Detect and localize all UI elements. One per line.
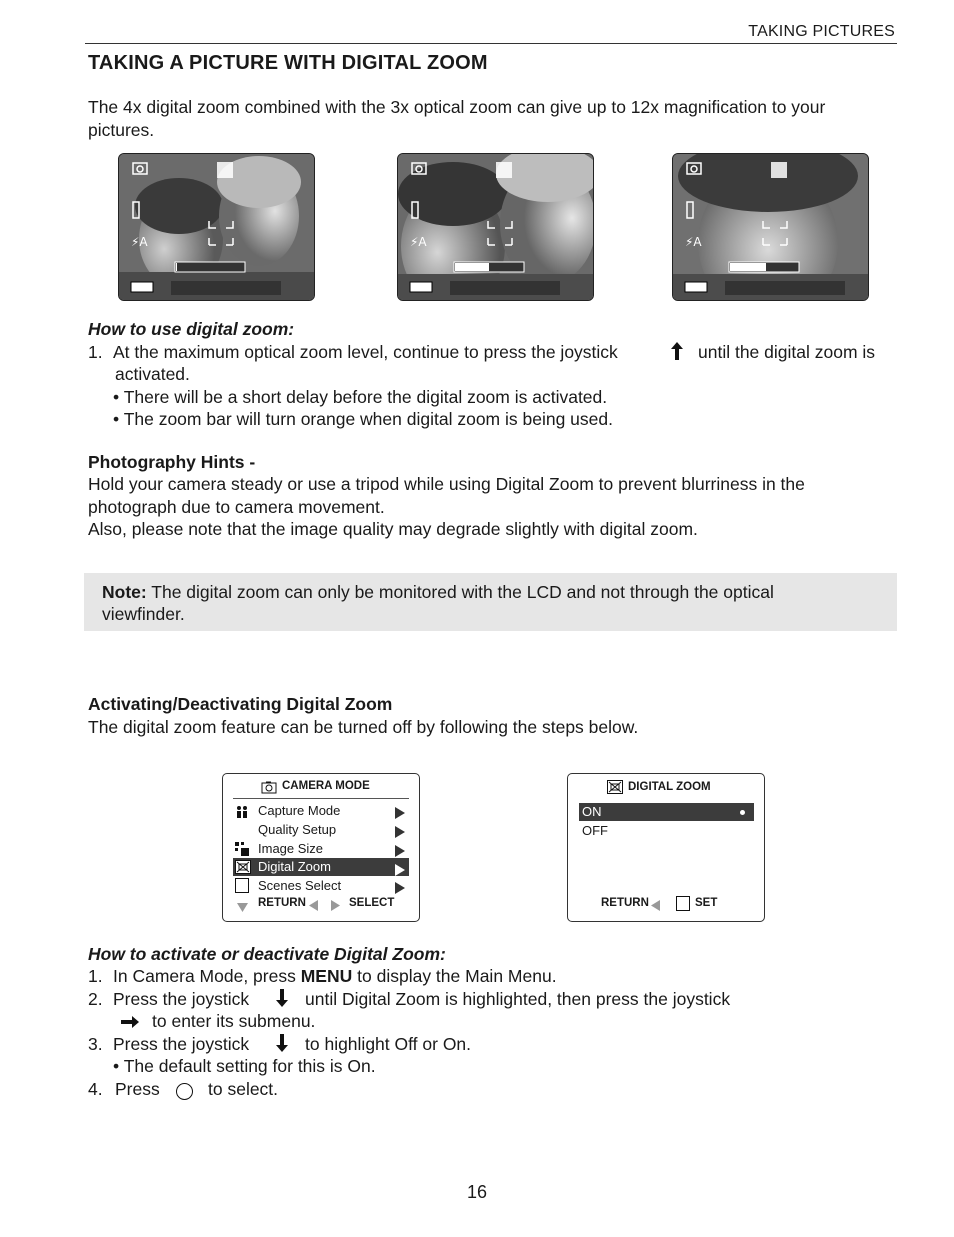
chevron-right-icon (395, 825, 405, 843)
digital-zoom-icon (235, 860, 251, 874)
page-number: 16 (466, 1182, 488, 1202)
menu-item-capture-mode[interactable]: Capture Mode (258, 803, 341, 818)
digital-zoom-menu (567, 773, 765, 922)
activate-step-1-number: 1. (88, 966, 103, 986)
activate-step-1-b: to display the Main Menu. (357, 966, 557, 986)
set-button-icon (676, 896, 690, 911)
activate-step-2-a: Press the joystick (113, 989, 250, 1009)
intro-line-2: pictures. (88, 120, 155, 140)
activate-step-3-a: Press the joystick (113, 1034, 250, 1054)
return-label[interactable]: RETURN (258, 897, 306, 909)
bullet-2-text: The zoom bar will turn orange when digital zoom is being used. (123, 409, 613, 429)
hints-line-3: Also, please note that the image quality may degrade slightly with digital zoom. (88, 519, 698, 539)
section-header: TAKING PICTURES (748, 23, 895, 40)
menu-item-digital-zoom[interactable]: Digital Zoom (258, 859, 331, 874)
menu-divider (233, 798, 409, 799)
camera-icon (261, 781, 277, 794)
joystick-down-icon (275, 1033, 289, 1053)
set-label[interactable]: SET (695, 897, 718, 909)
chevron-down-icon (237, 899, 248, 917)
page-title: TAKING A PICTURE WITH DIGITAL ZOOM (88, 52, 488, 74)
chevron-right-icon (395, 863, 405, 881)
svg-text:⚡A: ⚡A (131, 235, 148, 249)
svg-text:⚡A: ⚡A (685, 235, 702, 249)
note-line-1 (102, 581, 774, 604)
menu-item-quality-setup[interactable]: Quality Setup (258, 822, 337, 837)
activate-step-2-c: to enter its submenu. (152, 1011, 316, 1031)
joystick-right-icon (120, 1015, 140, 1029)
hints-line-2: photograph due to camera movement. (88, 497, 385, 517)
bullet-1-text: There will be a short delay before the digital zoom is activated. (123, 387, 608, 407)
activate-step-4-number: 4. (88, 1079, 103, 1099)
menu-item-image-size[interactable]: Image Size (258, 841, 324, 856)
option-highlight (579, 803, 754, 821)
chevron-right-icon (395, 806, 405, 824)
selected-dot-icon (740, 810, 745, 815)
note-line-2: viewfinder. (102, 604, 185, 624)
activate-step-2-b: until Digital Zoom is highlighted, then press the joystick (305, 989, 731, 1009)
step-1-text-c: activated. (115, 364, 190, 384)
hints-heading: Photography Hints - (88, 452, 256, 472)
svg-text:⚡A: ⚡A (410, 235, 427, 249)
digital-zoom-icon (607, 780, 623, 794)
activate-step-4-a: Press (115, 1079, 160, 1099)
bullet-2: • The zoom bar will turn orange when digital zoom is being used. (113, 409, 613, 429)
note-label: Note: (102, 582, 147, 602)
ok-button-icon (176, 1083, 193, 1100)
lcd-preview-no-zoom (118, 153, 315, 301)
menu-keyword: MENU (300, 966, 353, 986)
lcd-preview-mid-zoom (397, 153, 594, 301)
activate-step-1-a: In Camera Mode, press (113, 966, 296, 986)
activating-text: The digital zoom feature can be turned off by following the steps below. (88, 717, 639, 737)
step-1-text-b: until the digital zoom is (698, 342, 876, 362)
activating-heading: Activating/Deactivating Digital Zoom (88, 694, 393, 714)
joystick-up-icon (670, 341, 684, 361)
activate-step-3-bullet: • The default setting for this is On. (113, 1056, 376, 1076)
bullet-1: • There will be a short delay before the digital zoom is activated. (113, 387, 608, 407)
chevron-left-icon (651, 898, 660, 916)
activate-step-3-bullet-text: The default setting for this is On. (123, 1056, 376, 1076)
camera-menu-title: CAMERA MODE (282, 780, 370, 792)
chevron-right-icon (331, 898, 340, 916)
option-off[interactable]: OFF (582, 823, 608, 838)
zoom-menu-title: DIGITAL ZOOM (628, 781, 711, 793)
activate-step-3-b: to highlight Off or On. (305, 1034, 472, 1054)
people-icon (235, 805, 249, 819)
step-1-number: 1. (88, 342, 103, 362)
camera-mode-menu (222, 773, 420, 922)
header-rule (85, 43, 897, 44)
activate-step-3-number: 3. (88, 1034, 103, 1054)
note-text-1: The digital zoom can only be monitored with the LCD and not through the optical (151, 582, 774, 602)
activate-step-1 (113, 965, 557, 988)
how-to-use-heading: How to use digital zoom: (88, 319, 295, 339)
activate-step-4-b: to select. (208, 1079, 279, 1099)
return-label[interactable]: RETURN (601, 897, 649, 909)
select-label[interactable]: SELECT (349, 897, 395, 909)
image-size-icon (235, 842, 249, 856)
how-to-activate-heading: How to activate or deactivate Digital Zoom: (88, 944, 446, 964)
chevron-left-icon (309, 898, 318, 916)
option-on[interactable]: ON (582, 804, 602, 819)
intro-line-1: The 4x digital zoom combined with the 3x optical zoom can give up to 12x magnification to your (88, 97, 826, 117)
chevron-right-icon (395, 881, 405, 899)
joystick-down-icon (275, 988, 289, 1008)
lcd-preview-max-zoom (672, 153, 869, 301)
hints-line-1: Hold your camera steady or use a tripod while using Digital Zoom to prevent blurriness in the (88, 474, 805, 494)
activate-step-2-number: 2. (88, 989, 103, 1009)
step-1-text-a: At the maximum optical zoom level, continue to press the joystick (113, 342, 618, 362)
scenes-icon (235, 878, 249, 893)
menu-item-scenes-select[interactable]: Scenes Select (258, 878, 342, 893)
